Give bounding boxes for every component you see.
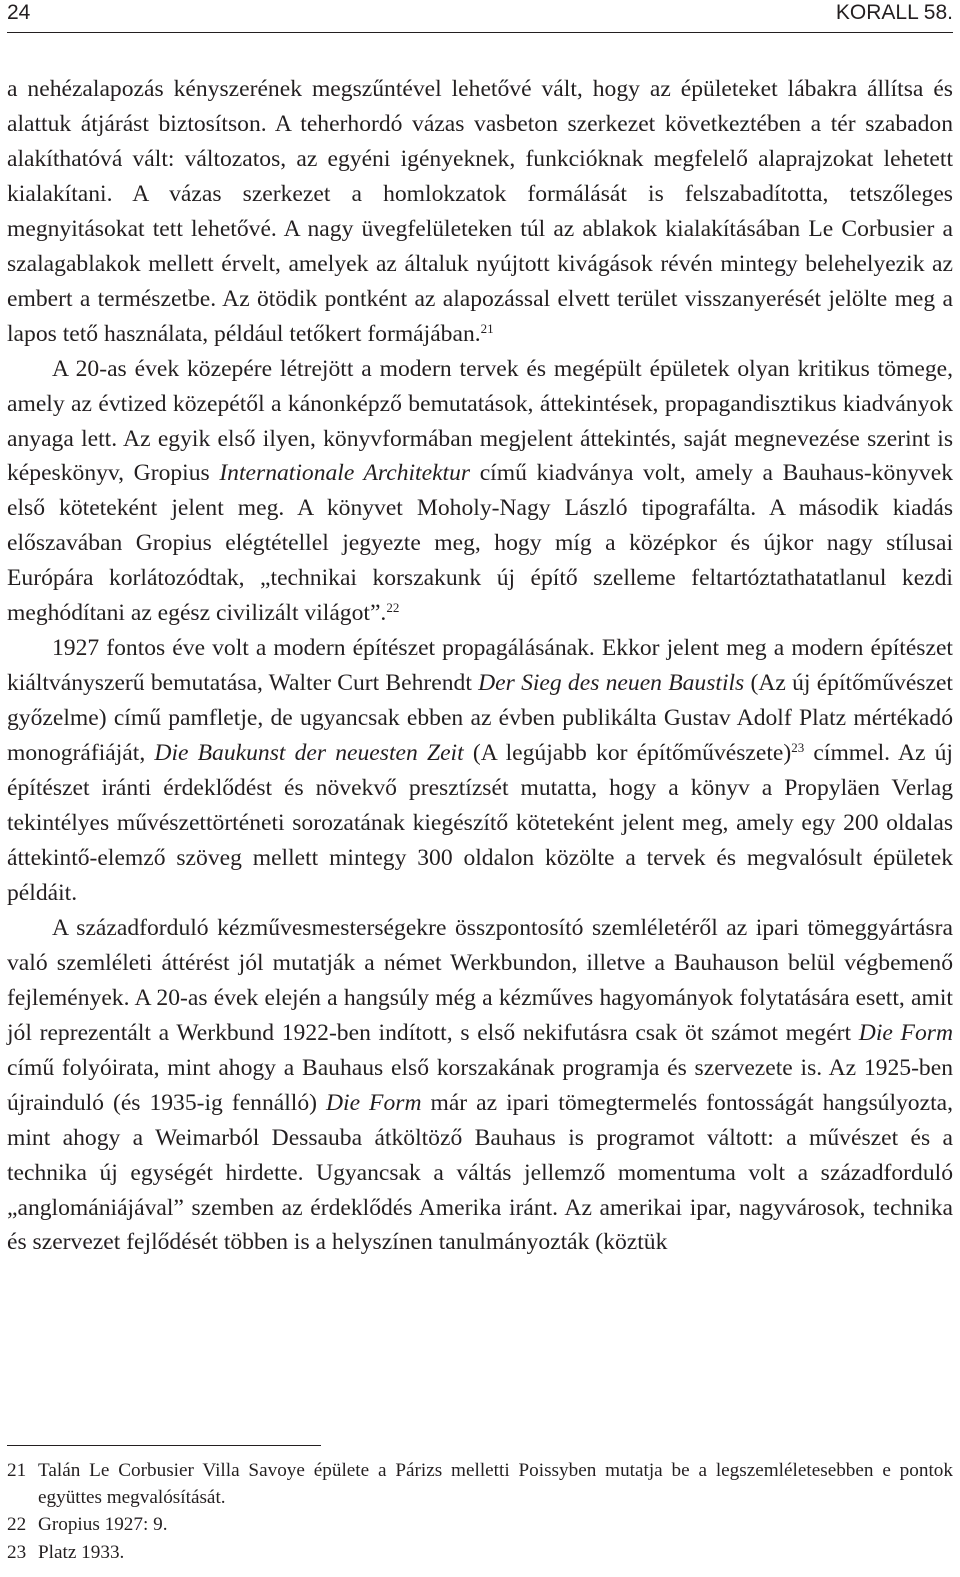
footnote <box>7 1457 953 1511</box>
italic-title: Der Sieg des neuen Baustils <box>478 670 745 697</box>
main-text <box>7 72 953 1260</box>
footnote-number: 22 <box>7 1514 27 1536</box>
footnote-number: 21 <box>7 1460 27 1481</box>
text-run: már az ipari tömegtermelés fontosságát hangsúlyozta, mint ahogy a Weimarból Dessauba átköltöző Bauhaus is programot váltott: a művészet és a technika új egységét hirdette. Ugyancsak a váltás jellemző momentuma volt a századforduló „anglomániájával” szemben az érdeklődés Amerika iránt. Az amerikai ipar, nagyvárosok, technika és szervezet fejlődését többen is a helyszínen tanulmányozták (köztük <box>7 1089 953 1256</box>
italic-title: Die Form <box>326 1089 422 1116</box>
text-run: A századforduló kézművesmesterségekre összpontosító szemléletéről az ipari tömeggyártásra való szemléleti áttérést jól mutatják a német Werkbundon, illetve a Bauhauson belül végbemenő fejlemények. A 20-as évek elején a hangsúly még a kézműves hagyományok folytatására esett, amit jól reprezentált a Werkbund 1922-ben indított, s első nekifutásra csak öt számot megért <box>7 914 953 1046</box>
page-number: 24 <box>7 1 31 24</box>
journal-title: KORALL 58. <box>835 1 953 24</box>
footnote-reference: 23 <box>791 740 805 756</box>
text-run: a nehézalapozás kényszerének megszűntével lehetővé vált, hogy az épületeket lábakra állítsa és alattuk átjárást biztosítson. A teherhordó vázas vasbeton szerkezet következtében a tér szabadon alakíthatóvá vált: változatos, az egyéni igényeknek, funkcióknak megfelelő alaprajzokat lehetett kialakítani. A vázas szerkezet a homlokzatok formálását is felszabadította, tetszőleges megnyitásokat tett lehetővé. A nagy üvegfelületeken túl az ablakok kialakításában Le Corbusier a szalagablakok mellett érvelt, amelyek az általuk nyújtott kivágások révén mintegy belehelyezik az embert a természetbe. Az ötödik pontként az alapozással elvett terület visszanyerését jelölte meg a lapos tető használata, például tetőkert formájában. <box>7 76 953 347</box>
footnote <box>7 1539 953 1566</box>
footnote-reference: 21 <box>480 320 494 336</box>
italic-title: Internationale Architektur <box>219 460 471 487</box>
paragraph <box>7 631 953 911</box>
text-run: címmel. Az új építészet iránti érdeklődést és növekvő presztízsét mutatta, hogy a könyv a Propyläen Verlag tekintélyes művészettörténeti sorozatának kiegészítő köteteként jelent meg, amely egy 200 oldalas áttekintő-elemző szöveg mellett mintegy 300 oldalon közölte a tervek és megvalósult épületek példáit. <box>7 740 953 906</box>
italic-title: Die Baukunst der neuesten Zeit <box>154 740 464 767</box>
text-run: A 20-as évek közepére létrejött a modern tervek és megépült épületek olyan kritikus tömege, amely az évtized közepétől a kánonképző bemutatások, áttekintések, propagandisztikus kiadványok anyaga lett. Az egyik első ilyen, könyvformában megjelent áttekintés, saját megnevezése szerint is képeskönyv, Gropius <box>7 355 953 487</box>
footnote-text: Talán Le Corbusier Villa Savoye épülete a Párizs melletti Poissyben mutatja be a legszemléletesebben e pontok együttes megvalósítását. <box>38 1460 953 1509</box>
running-header <box>7 0 953 33</box>
text-run: 1927 fontos éve volt a modern építészet propagálásának. Ekkor jelent meg a modern építészet kiáltványszerű bemutatása, Walter Curt Behrendt <box>7 635 953 697</box>
footnote <box>7 1511 953 1538</box>
text-run: (Az új építőművészet győzelme) című pamfletje, de ugyancsak ebben az évben publikálta Gustav Adolf Platz mértékadó monográfiáját, <box>7 670 953 767</box>
paragraph <box>7 72 953 352</box>
text-run: című kiadványa volt, amely a Bauhaus-könyvek első köteteként jelent meg. A könyvet Moholy-Nagy László tipografálta. A második kiadás előszavában Gropius elégtétellel jegyezte meg, hogy míg a középkor és újkor nagy stílusai Európára korlátozódtak, „technikai korszakunk új építő szelleme feltartóztathatatlanul kezdi meghódítani az egész civilizált világot”. <box>7 460 953 627</box>
footnote-text: Platz 1933. <box>38 1541 125 1563</box>
text-run: (A legújabb kor építőművészete) <box>463 740 792 767</box>
text-run: című folyóirata, mint ahogy a Bauhaus első korszakának programja és szervezete is. Az 1925-ben újrainduló (és 1935-ig fennálló) <box>7 1054 953 1116</box>
footnote-number: 23 <box>7 1541 27 1563</box>
footnote-text: Gropius 1927: 9. <box>38 1514 168 1536</box>
footnotes <box>7 1457 953 1566</box>
footnote-reference: 22 <box>386 600 400 616</box>
paragraph <box>7 911 953 1261</box>
footnote-divider <box>7 1445 321 1446</box>
italic-title: Die Form <box>858 1019 953 1046</box>
paragraph <box>7 352 953 632</box>
